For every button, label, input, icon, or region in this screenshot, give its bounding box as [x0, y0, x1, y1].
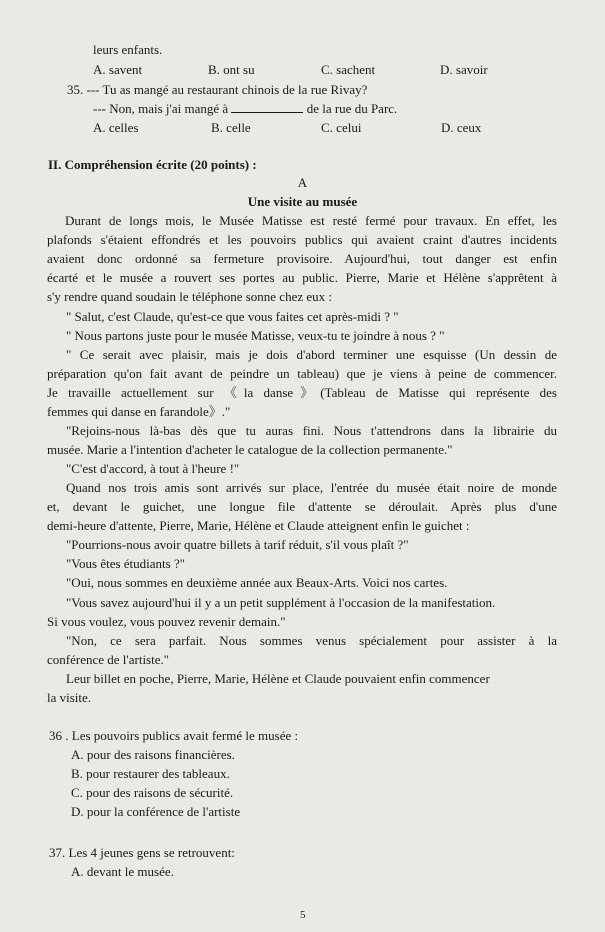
q35-line1: 35. --- Tu as mangé au restaurant chinois de la rue Rivay?: [67, 82, 368, 97]
passage-line: la visite.: [47, 690, 92, 705]
passage-line: "Rejoins-nous là-bas dès que tu auras fini. Nous t'attendrons dans la librairie du: [66, 423, 557, 438]
q35-line2: [93, 100, 397, 117]
prev-option-a: A. savent: [93, 62, 143, 77]
passage-line: avaient donc ordonné sa fermeture provisoire. Aujourd'hui, tout danger est enfin: [47, 251, 557, 266]
passage-line: demi-heure d'attente, Pierre, Marie, Hélène et Claude atteignent enfin le guichet :: [47, 518, 470, 533]
passage-line: " Ce serait avec plaisir, mais je dois d'abord terminer une esquisse (Un dessin de: [66, 347, 557, 362]
passage-line: préparation qu'on fait avant de peindre un tableau) que je viens à peine de commencer.: [47, 366, 557, 381]
q35-line2-after: de la rue du Parc.: [306, 101, 398, 116]
prev-option-c: C. sachent: [321, 62, 376, 77]
prev-question-continuation: leurs enfants.: [93, 42, 163, 57]
passage-line: "Vous savez aujourd'hui il y a un petit supplément à l'occasion de la manifestation.: [66, 595, 496, 610]
passage-line: Quand nos trois amis sont arrivés sur place, l'entrée du musée était noire de monde: [66, 480, 557, 495]
q37-option-a: A. devant le musée.: [71, 864, 174, 879]
section-title: II. Compréhension écrite (20 points) :: [48, 157, 257, 172]
passage-line: s'y rendre quand soudain le téléphone sonne chez eux :: [47, 289, 332, 304]
prev-option-b: B. ont su: [208, 62, 255, 77]
passage-line: "C'est d'accord, à tout à l'heure !": [66, 461, 240, 476]
passage-line: écarté et le musée a rouvert ses portes au public. Pierre, Marie et Hélène s'apprêtent à: [47, 270, 557, 285]
passage-line: " Salut, c'est Claude, qu'est-ce que vous faites cet après-midi ? ": [66, 309, 399, 324]
passage-line: Je travaille actuellement sur 《la danse》(Tableau de Matisse qui représente des: [47, 385, 557, 400]
passage-line: " Nous partons juste pour le musée Matisse, veux-tu te joindre à nous ? ": [66, 328, 445, 343]
q35-option-a: A. celles: [93, 120, 139, 135]
passage-line: "Oui, nous sommes en deuxième année aux Beaux-Arts. Voici nos cartes.: [66, 575, 448, 590]
q36-option-c: C. pour des raisons de sécurité.: [71, 785, 234, 800]
passage-line: musée. Marie a l'intention d'acheter le catalogue de la collection permanente.": [47, 442, 453, 457]
part-label: A: [297, 175, 308, 190]
q35-option-d: D. ceux: [441, 120, 482, 135]
passage-line: "Vous êtes étudiants ?": [66, 556, 186, 571]
passage-line: conférence de l'artiste.": [47, 652, 170, 667]
passage-line: plafonds s'étaient effondrés et les pouvoirs publics qui avaient craint d'autres incidents: [47, 232, 557, 247]
q35-line2-before: --- Non, mais j'ai mangé à: [93, 101, 229, 116]
q35-option-b: B. celle: [211, 120, 251, 135]
passage-line: Durant de longs mois, le Musée Matisse est resté fermé pour travaux. En effet, les: [65, 213, 557, 228]
passage-line: Si vous voulez, vous pouvez revenir demain.": [47, 614, 286, 629]
q37-stem: 37. Les 4 jeunes gens se retrouvent:: [49, 845, 235, 860]
q36-option-a: A. pour des raisons financières.: [71, 747, 235, 762]
passage-line: "Pourrions-nous avoir quatre billets à tarif réduit, s'il vous plaît ?": [66, 537, 409, 552]
article-title: Une visite au musée: [247, 194, 358, 209]
q35-blank: [231, 101, 303, 113]
passage-line: "Non, ce sera parfait. Nous sommes venus spécialement pour assister à la: [66, 633, 557, 648]
q35-option-c: C. celui: [321, 120, 362, 135]
page-number: 5: [300, 909, 306, 921]
q36-option-d: D. pour la conférence de l'artiste: [71, 804, 241, 819]
passage-line: Leur billet en poche, Pierre, Marie, Hélène et Claude pouvaient enfin commencer: [66, 671, 490, 686]
passage-line: femmes qui danse en farandole》.": [47, 404, 231, 419]
q36-option-b: B. pour restaurer des tableaux.: [71, 766, 230, 781]
passage-line: et, devant le guichet, une longue file d'attente se déroulait. Après plus d'une: [47, 499, 557, 514]
q36-stem: 36 . Les pouvoirs publics avait fermé le musée :: [49, 728, 299, 743]
prev-option-d: D. savoir: [440, 62, 488, 77]
